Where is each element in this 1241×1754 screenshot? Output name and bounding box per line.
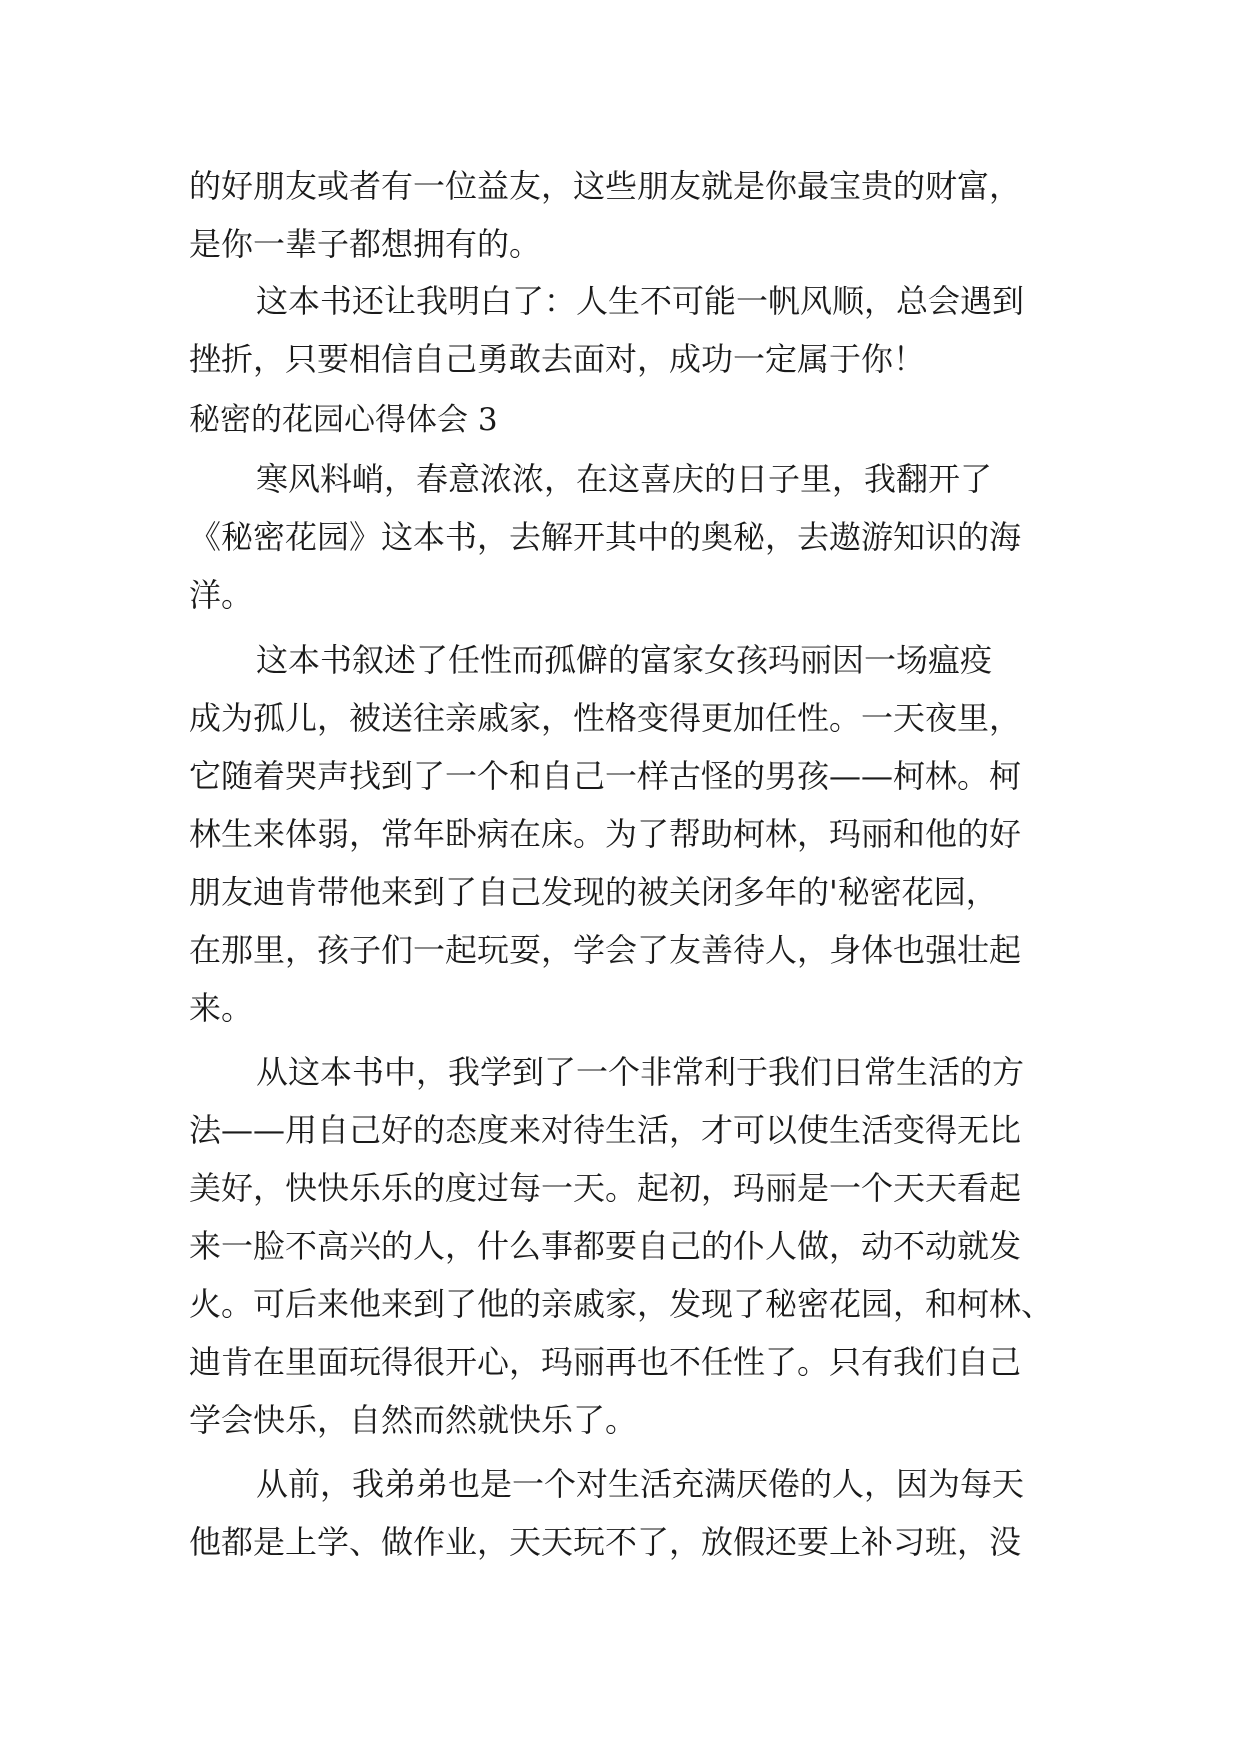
section-heading: 秘密的花园心得体会 3 (189, 402, 498, 438)
text-line: 从这本书中，我学到了一个非常利于我们日常生活的方 (256, 1053, 1025, 1091)
text-line: 这本书叙述了任性而孤僻的富家女孩玛丽因一场瘟疫 (256, 641, 993, 679)
text-line: 林生来体弱，常年卧病在床。为了帮助柯林，玛丽和他的好 (189, 815, 1022, 853)
text-line: 这本书还让我明白了：人生不可能一帆风顺，总会遇到 (256, 282, 1025, 320)
text-line: 迪肯在里面玩得很开心，玛丽再也不任性了。只有我们自己 (189, 1343, 1022, 1381)
text-line: 成为孤儿，被送往亲戚家，性格变得更加任性。一天夜里， (189, 699, 1022, 737)
text-line: 的好朋友或者有一位益友，这些朋友就是你最宝贵的财富， (189, 167, 1022, 205)
text-line: 朋友迪肯带他来到了自己发现的被关闭多年的'秘密花园， (189, 873, 998, 911)
text-line: 洋。 (189, 576, 254, 614)
text-line: 从前，我弟弟也是一个对生活充满厌倦的人，因为每天 (256, 1465, 1025, 1503)
text-line: 来一脸不高兴的人，什么事都要自己的仆人做，动不动就发 (189, 1227, 1022, 1265)
text-line: 是你一辈子都想拥有的。 (189, 225, 542, 263)
text-line: 学会快乐，自然而然就快乐了。 (189, 1401, 638, 1439)
text-line: 《秘密花园》这本书，去解开其中的奥秘，去遨游知识的海 (189, 518, 1022, 556)
text-line: 火。可后来他来到了他的亲戚家，发现了秘密花园，和柯林、 (189, 1285, 1054, 1323)
text-line: 他都是上学、做作业，天天玩不了，放假还要上补习班，没 (189, 1523, 1022, 1561)
text-line: 寒风料峭，春意浓浓，在这喜庆的日子里，我翻开了 (256, 460, 993, 498)
text-line: 它随着哭声找到了一个和自己一样古怪的男孩——柯林。柯 (189, 757, 1022, 795)
text-line: 来。 (189, 989, 254, 1027)
text-line: 在那里，孩子们一起玩耍，学会了友善待人，身体也强壮起 (189, 931, 1022, 969)
text-line: 美好，快快乐乐的度过每一天。起初，玛丽是一个天天看起 (189, 1169, 1022, 1207)
text-line: 法——用自己好的态度来对待生活，才可以使生活变得无比 (189, 1111, 1022, 1149)
text-line: 挫折，只要相信自己勇敢去面对，成功一定属于你！ (189, 340, 926, 378)
